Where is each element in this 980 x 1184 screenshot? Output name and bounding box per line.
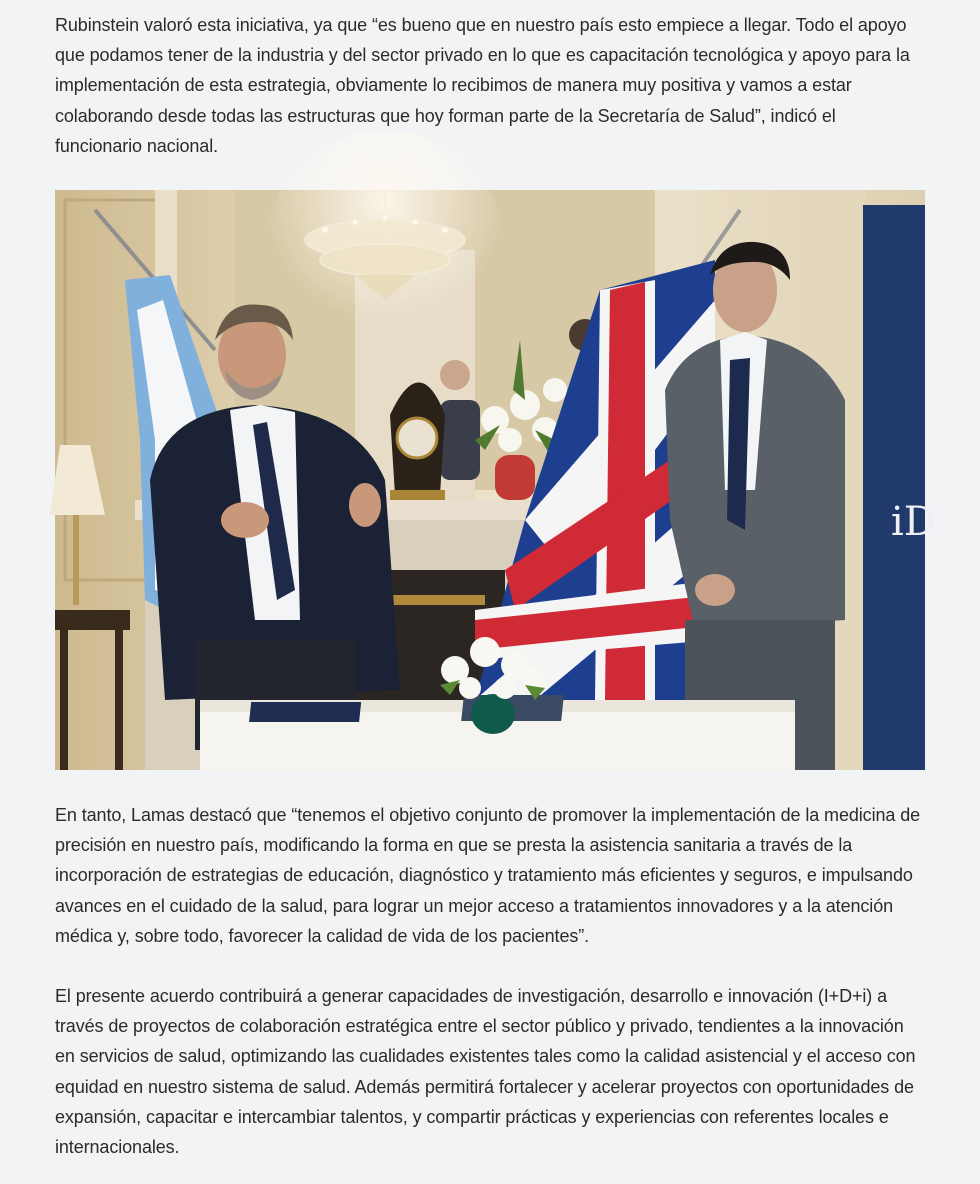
article-paragraph-3: El presente acuerdo contribuirá a generar capacidades de investigación, desarrollo e innovación (I+D+i) a través de proyectos de colaboración estratégica entre el sector público y privado, tendientes a la innovación en servicios de salud, optimizando las cualidades existentes tales como la calidad asistencial y el acceso con equidad en nuestro sistema de salud. Además permitirá fortalecer y acelerar proyectos con oportunidades de expansión, capacitar e intercambiar talentos, y compartir prácticas y experiencias con referentes locales e internacionales.: [55, 986, 916, 1158]
article-photo: [55, 190, 936, 770]
article-paragraph-1: Rubinstein valoró esta iniciativa, ya que “es bueno que en nuestro país esto empiece a llegar. Todo el apoyo que podamos tener de la industria y del sector privado en lo que es capacitación tecnológica y apoyo para la implementación de esta estrategia, obviamente lo recibimos de manera muy positiva y vamos a estar colaborando desde todas las estructuras que hoy forman parte de la Secretaría de Salud”, indicó el funcionario nacional.: [55, 15, 910, 156]
banner-logo-text: iD: [891, 499, 936, 545]
article-paragraph-2: En tanto, Lamas destacó que “tenemos el objetivo conjunto de promover la implementación de la medicina de precisión en nuestro país, modificando la forma en que se presta la asistencia sanitaria a través de la incorporación de estrategias de educación, diagnóstico y tratamiento más eficientes y seguros, e impulsando avances en el cuidado de la salud, para lograr un mejor acceso a tratamientos innovadores y a la atención médica y, sobre todo, favorecer la calidad de vida de los pacientes”.: [55, 805, 921, 946]
